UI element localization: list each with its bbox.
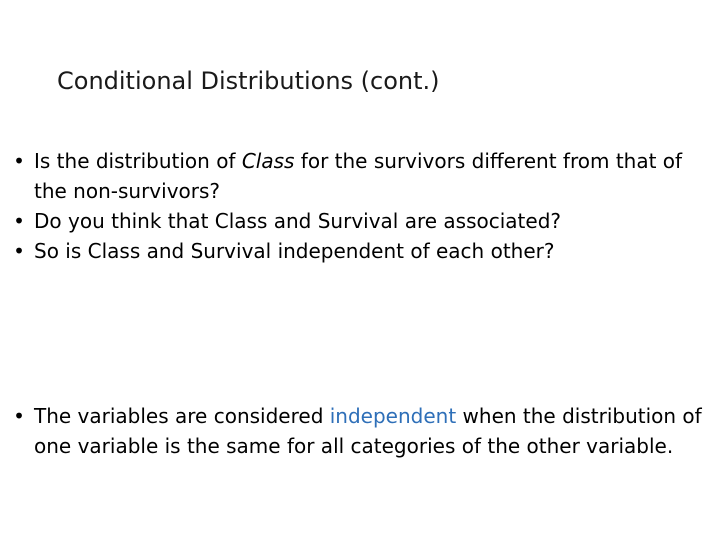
bullet-text: Do you think that Class and Survival are associated? [34,209,562,233]
bullet-text-before: The variables are considered [34,404,330,428]
bullet-dot-icon: • [13,149,25,173]
bullet-item-association [10,206,710,236]
bullet-item-class-distribution [10,146,710,206]
bullet-highlight-independent: independent [329,404,457,428]
bullet-text: So is Class and Survival independent of each other? [34,239,555,263]
bullet-text-after: for the survivors different from that of the non-survivors? [34,149,683,203]
bullet-dot-icon: • [13,404,25,428]
slide-title: Conditional Distributions (cont.) [57,67,440,95]
bullet-text-before: Is the distribution of [34,149,242,173]
bullet-dot-icon: • [13,209,25,233]
bullet-list-top [10,146,710,266]
bullet-item-independence-definition [10,401,710,461]
bullet-list-bottom [10,401,710,461]
bullet-item-independence-question [10,236,710,266]
bullet-text-after: when the distribution of one variable is the same for all categories of the other variable. [34,404,702,458]
bullet-dot-icon: • [13,239,25,263]
bullet-emphasis-class: Class [241,149,295,173]
